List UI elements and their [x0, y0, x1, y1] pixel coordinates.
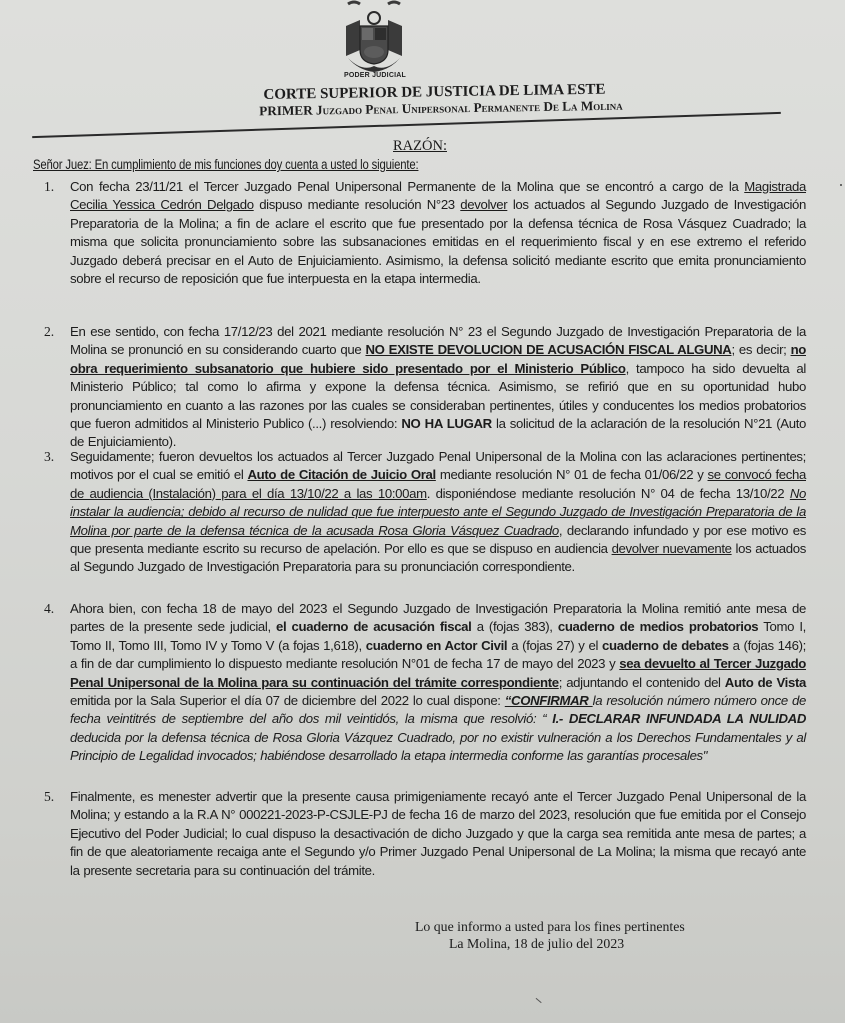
paragraph-number: 2.: [44, 324, 55, 339]
paragraph-1: [44, 178, 806, 288]
salutation: Señor Juez: En cumplimiento de mis funciones doy cuenta a usted lo siguiente:: [33, 157, 419, 172]
closing-line: Lo que informo a usted para los fines pertinentes: [415, 919, 685, 934]
text-segment: Con fecha 23/11/21 el Tercer Juzgado Penal Unipersonal Permanente de la Molina que se encontró a cargo de la: [70, 179, 745, 194]
text-segment: En ese sentido, con fecha 17/12/23 del 2021 mediante resolución N° 23 el Segundo Juzgado de Investigación Preparatoria de la Molina se pronunció en su considerando cuarto que: [70, 324, 806, 358]
text-segment: Ahora bien, con fecha 18 de mayo del 2023 el Segundo Juzgado de Investigación Preparatoria la Molina remitió ante mesa de partes de la presente sede judicial,: [70, 601, 806, 635]
text-segment: , tampoco ha sido devuelta al Ministerio Público; tal como lo afirma y expone la defensa técnica. Asimismo, se refirió que en su oportunidad hubo pronunciamiento en cuanto a las razones por las cuales se consideraban pertinentes, útiles y conducentes los medios probatorios que fueron admitidos al Ministerio Publico (...) resolviendo:: [70, 360, 806, 432]
paragraph-body: [70, 448, 806, 577]
text-segment: Seguidamente; fueron devueltos los actuados al Tercer Juzgado Penal Unipersonal de la Molina con las aclaraciones pertinentes; motivos por el cual se emitió el: [70, 449, 806, 483]
text-segment: a (fojas 146); a fin de dar cumplimiento lo dispuesto mediante resolución N°01 de fecha 17 de mayo del 2023 y: [70, 637, 806, 672]
text-segment: los actuados al Segundo Juzgado de Investigación Preparatoria de la Molina; a fin de aclare el escrito que fue presentado por la defensa técnica de Rosa Vásquez Cuadrado; la misma que solicita pronunciamiento sobre las subsanaciones emitidas en el requerimiento fiscal y en ese extremo el referido Juzgado deberá precisar en el Auto de Enjuiciamiento. Asimismo, la defensa solicitó mediante escrito que emita pronunciamiento sobre el recurso de reposición que fue interpuesta en la etapa intermedia.: [70, 197, 806, 287]
paragraph-5: [44, 788, 806, 880]
text-segment: a (fojas 27) y el: [507, 637, 603, 653]
paragraph-number: 3.: [44, 449, 55, 464]
text-segment: NO EXISTE DEVOLUCION DE ACUSACIÓN FISCAL ALGUNA: [365, 342, 732, 358]
text-segment: Auto de Vista: [724, 674, 806, 690]
text-segment: la resolución número número once de fecha veintitrés de septiembre del año dos mil veintidós, la misma que resolvió: “: [70, 693, 806, 727]
date-line: La Molina, 18 de julio del 2023: [449, 936, 625, 951]
seal-label: PODER JUDICIAL: [344, 72, 406, 79]
text-segment: , declarando infundado y por ese motivo es que presenta mediante escrito su recurso de apelación. Por ello es que se dispuso en audiencia: [70, 522, 806, 557]
text-segment: deducida por la defensa técnica de Rosa Gloria Vázquez Cuadrado, por no existir vulneración a los Derechos Fundamentales y al Principio de Legalidad invocados; habiéndose desarrollado la etapa intermedia conforme las garantías procesales": [70, 729, 806, 764]
text-segment: dispuso mediante resolución N°23: [253, 197, 461, 213]
text-segment: se convocó fecha de audiencia (Instalación) para el día 13/10/22 a las 10:00am: [70, 467, 806, 501]
text-segment: Tomo I, Tomo II, Tomo III, Tomo IV y Tomo V (a fojas 1,618),: [70, 619, 806, 653]
text-segment: I.- DECLARAR INFUNDADA LA NULIDAD: [552, 711, 806, 727]
text-segment: cuaderno de debates: [602, 637, 729, 653]
text-segment: cuaderno de medios probatorios: [557, 619, 759, 635]
text-segment: No instalar la audiencia; debido al recurso de nulidad que fue interpuesto ante el Segundo Juzgado de Investigación Preparatoria de la Molina por parte de la defensa técnica de la acusada Rosa Gloria Vásquez Cuadrado: [70, 485, 806, 538]
text-segment: . disponiéndose mediante resolución N° 04 de fecha 13/10/22: [426, 485, 790, 501]
text-segment: sea devuelto al Tercer Juzgado Penal Unipersonal de la Molina para su continuación del trámite correspondiente: [70, 656, 807, 690]
text-segment: devolver nuevamente: [611, 541, 732, 557]
court-name: CORTE SUPERIOR DE JUSTICIA DE LIMA ESTE: [263, 81, 606, 103]
paragraph-4: [44, 600, 806, 766]
court-subtitle: PRIMER Juzgado Penal Unipersonal Permanente De La Molina: [259, 97, 623, 119]
text-segment: mediante resolución N° 01 de fecha 01/06/22 y: [435, 467, 708, 483]
text-segment: emitida por la Sala Superior el día 07 de diciembre del 2022 lo cual dispone:: [70, 693, 505, 709]
paragraph-2: [44, 323, 806, 452]
pen-mark: [535, 998, 541, 1004]
paragraph-3: [44, 448, 806, 577]
paper-speck: [840, 184, 842, 186]
text-segment: ; es decir;: [731, 342, 791, 358]
text-segment: devolver: [460, 197, 508, 213]
paragraph-body: [70, 323, 806, 452]
paragraph-body: [70, 600, 806, 766]
paragraph-number: 1.: [44, 179, 55, 194]
text-segment: Finalmente, es menester advertir que la presente causa primigeniamente recayó ante el Tercer Juzgado Penal Unipersonal de la Molina; y estando a la R.A N° 000221-2023-P-CSJLE-PJ de fecha 16 de marzo del 2023, resolución que fue emitida por el Consejo Ejecutivo del Poder Judicial; lo cual dispuso la desactivación de dicho Juzgado y que la carga sea remitida ante mesa de partes; a fin de que aleatoriamente recaiga ante el Segundo y/o Primer Juzgado Penal Unipersonal de La Molina; la misma que recayó ante la presente secretaria para su continuación del trámite.: [70, 789, 806, 878]
text-segment: la solicitud de la aclaración de la resolución N°21 (Auto de Enjuiciamiento).: [70, 416, 807, 450]
text-segment: el cuaderno de acusación fiscal: [276, 619, 472, 635]
text-segment: no obra requerimiento subsanatorio que hubiere sido presentado por el Ministerio Público: [70, 342, 806, 376]
text-segment: a (fojas 383),: [471, 619, 558, 635]
document-title: RAZÓN:: [393, 138, 447, 154]
closing-block: [415, 918, 685, 952]
text-segment: los actuados al Segundo Juzgado de Investigación Preparatoria para su pronunciación correspondiente.: [70, 541, 806, 575]
text-segment: Auto de Citación de Juicio Oral: [247, 467, 436, 483]
paragraph-number: 4.: [44, 601, 55, 616]
text-segment: NO HA LUGAR: [401, 416, 492, 432]
text-segment: cuaderno en Actor Civil: [365, 637, 508, 653]
text-segment: Magistrada Cecilia Yessica Cedrón Delgado: [70, 179, 806, 213]
text-segment: ; adjuntando el contenido del: [558, 674, 725, 690]
text-segment: “CONFIRMAR: [504, 693, 593, 709]
paragraph-body: [70, 178, 806, 288]
paragraph-number: 5.: [44, 789, 55, 804]
paragraph-body: [70, 788, 806, 880]
